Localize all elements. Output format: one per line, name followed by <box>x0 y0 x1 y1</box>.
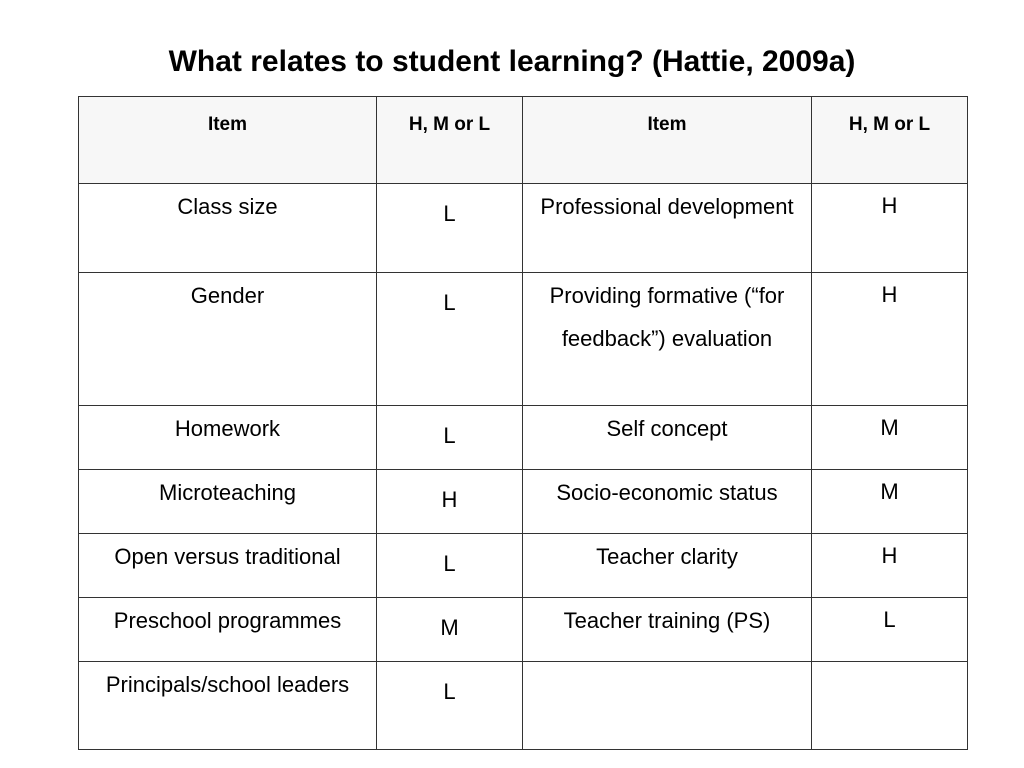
rating-cell: M <box>377 598 523 662</box>
page-title: What relates to student learning? (Hattie, 2009a) <box>168 45 856 78</box>
table-row <box>79 184 968 273</box>
item-cell: Open versus traditional <box>79 534 377 598</box>
item-cell <box>523 662 812 750</box>
rating-cell: M <box>812 470 968 534</box>
rating-cell: H <box>812 534 968 598</box>
rating-cell: L <box>377 273 523 406</box>
rating-cell: L <box>377 534 523 598</box>
rating-cell: L <box>377 662 523 750</box>
item-cell: Homework <box>79 406 377 470</box>
table-row <box>79 662 968 750</box>
rating-cell: M <box>812 406 968 470</box>
table-row <box>79 273 968 406</box>
item-cell: Microteaching <box>79 470 377 534</box>
item-cell: Providing formative (“for feedback”) evaluation <box>523 273 812 406</box>
item-cell: Teacher training (PS) <box>523 598 812 662</box>
header-item-2: Item <box>523 97 812 184</box>
rating-cell: H <box>812 184 968 273</box>
item-cell: Class size <box>79 184 377 273</box>
header-rating-1: H, M or L <box>377 97 523 184</box>
rating-cell: L <box>377 184 523 273</box>
item-cell: Preschool programmes <box>79 598 377 662</box>
table-row <box>79 598 968 662</box>
item-cell: Gender <box>79 273 377 406</box>
table-row <box>79 534 968 598</box>
rating-cell: H <box>812 273 968 406</box>
rating-cell <box>812 662 968 750</box>
header-rating-2: H, M or L <box>812 97 968 184</box>
item-cell: Professional development <box>523 184 812 273</box>
rating-cell: L <box>812 598 968 662</box>
rating-cell: L <box>377 406 523 470</box>
table-row <box>79 470 968 534</box>
header-item-1: Item <box>79 97 377 184</box>
item-cell: Socio-economic status <box>523 470 812 534</box>
table-row <box>79 406 968 470</box>
rating-cell: H <box>377 470 523 534</box>
item-cell: Teacher clarity <box>523 534 812 598</box>
learning-factors-table <box>78 96 968 750</box>
table-header-row <box>79 97 968 184</box>
item-cell: Self concept <box>523 406 812 470</box>
item-cell: Principals/school leaders <box>79 662 377 750</box>
